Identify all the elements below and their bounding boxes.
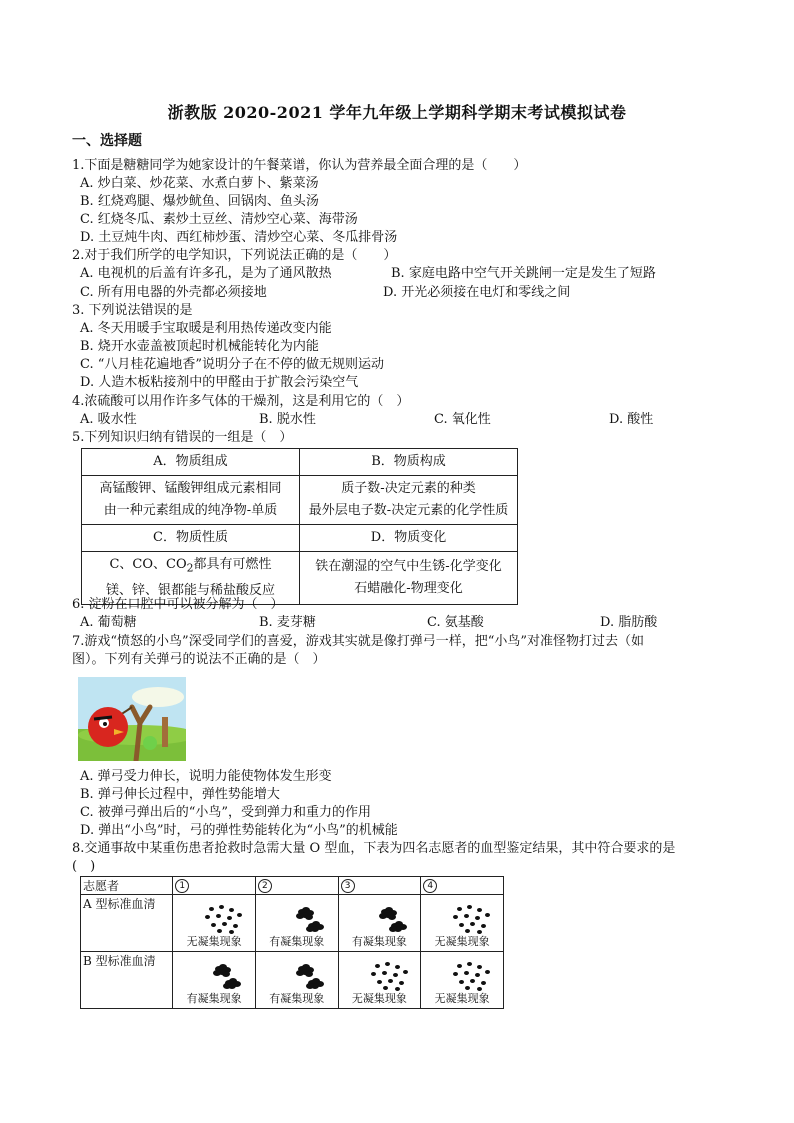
blood-cell-dot — [237, 913, 242, 917]
q8-row-a-label: A 型标准血清 — [81, 895, 173, 952]
blood-cell-clump — [389, 926, 397, 932]
blood-cell-clump — [296, 913, 304, 919]
blood-cell-dot — [464, 914, 469, 918]
q8-header-volunteer: 志愿者 — [81, 877, 173, 895]
q8-blood-type-table — [80, 876, 504, 1009]
q4-option-c: C. 氧化性 — [434, 412, 491, 427]
q7-stem-line2: 图）。下列有关弹弓的说法不正确的是（ ） — [72, 652, 326, 667]
blood-cell-clump — [388, 914, 396, 920]
q7-stem-line1: 7.游戏“愤怒的小鸟”深受同学们的喜爱，游戏其实就是像打弹弓一样，把“小鸟”对准怪物打过去（如 — [72, 634, 644, 649]
blood-cell-dot — [481, 981, 486, 985]
q5-c-line1-sub: 2 — [186, 561, 194, 575]
q3-option-b: B. 烧开水壶盖被顶起时机械能转化为内能 — [80, 339, 319, 354]
blood-cell-dot — [477, 908, 482, 912]
q8-stem-line2: ( ) — [72, 859, 96, 874]
q8-header-2-number: 2 — [258, 879, 272, 893]
blood-cell-dot — [399, 981, 404, 985]
blood-cell-clump — [305, 914, 313, 920]
blood-cell-clump — [306, 983, 314, 989]
angry-birds-illustration — [78, 677, 186, 761]
agglutinated-cells-graphic — [355, 899, 415, 935]
blood-cell-clump — [213, 970, 221, 976]
section-heading: 一、选择题 — [72, 133, 142, 149]
q1-option-d: D. 土豆炖牛肉、西红柿炒蛋、清炒空心菜、冬瓜排骨汤 — [80, 230, 398, 245]
blood-cell-dot — [485, 970, 490, 974]
blood-cell-dot — [233, 924, 238, 928]
blood-cell-dot — [481, 924, 486, 928]
q8-cell-a1-caption: 无凝集现象 — [186, 935, 242, 948]
q8-header-4-number: 4 — [423, 879, 437, 893]
blood-cell-dot — [229, 908, 234, 912]
blood-cell-dot — [219, 905, 224, 909]
q8-cell-b2 — [255, 952, 338, 1009]
q8-header-1-number: 1 — [175, 879, 189, 893]
blood-cell-dot — [475, 973, 480, 977]
q3-option-d: D. 人造木板粘接剂中的甲醛由于扩散会污染空气 — [80, 375, 359, 390]
q5-cell-a — [82, 476, 300, 525]
q4-option-d: D. 酸性 — [609, 412, 654, 427]
q8-cell-a4 — [421, 895, 504, 952]
q4-option-a: A. 吸水性 — [80, 412, 137, 427]
agglutinated-cells-graphic — [272, 899, 332, 935]
q5-header-d: D．物质变化 — [300, 525, 518, 552]
q8-cell-b2-caption: 有凝集现象 — [269, 992, 325, 1005]
blood-cell-dot — [222, 922, 227, 926]
q8-header-4 — [421, 877, 504, 895]
blood-cell-dot — [382, 971, 387, 975]
blood-cell-dot — [393, 973, 398, 977]
q5-d-line2: 石蜡融化-物理变化 — [354, 580, 463, 596]
q5-header-c: C．物质性质 — [82, 525, 300, 552]
blood-cell-dot — [459, 980, 464, 984]
q5-a-line2: 由一种元素组成的纯净物-单质 — [103, 503, 278, 518]
q6-option-a: A. 葡萄糖 — [80, 615, 137, 630]
q5-knowledge-table — [81, 448, 518, 605]
q8-header-3-number: 3 — [341, 879, 355, 893]
q5-c-line1-post: 都具有可燃性 — [193, 557, 272, 572]
q2-option-b: B. 家庭电路中空气开关跳闸一定是发生了短路 — [391, 266, 656, 281]
q7-option-d: D. 弹出“小鸟”时，弓的弹性势能转化为“小鸟”的机械能 — [80, 823, 398, 838]
q8-cell-b1-caption: 有凝集现象 — [186, 992, 242, 1005]
dispersed-cells-graphic — [355, 956, 415, 992]
blood-cell-dot — [375, 964, 380, 968]
agglutinated-cells-graphic — [272, 956, 332, 992]
q3-option-c: C. “八月桂花遍地香”说明分子在不停的做无规则运动 — [80, 357, 385, 372]
q4-stem: 4.浓硫酸可以用作许多气体的干燥剂，这是利用它的（ ） — [72, 394, 410, 409]
blood-cell-dot — [209, 907, 214, 911]
q8-cell-b4 — [421, 952, 504, 1009]
q8-cell-a2-caption: 有凝集现象 — [269, 935, 325, 948]
q5-b-line2: 最外层电子数-决定元素的化学性质 — [308, 503, 509, 518]
blood-cell-clump — [222, 971, 230, 977]
agglutinated-cells-graphic — [189, 956, 249, 992]
q8-header-1 — [173, 877, 256, 895]
blood-cell-dot — [457, 964, 462, 968]
dispersed-cells-graphic — [189, 899, 249, 935]
q8-cell-a2 — [255, 895, 338, 952]
blood-cell-dot — [485, 913, 490, 917]
q5-cell-d — [300, 552, 518, 605]
blood-cell-clump — [305, 971, 313, 977]
blood-cell-clump — [379, 913, 387, 919]
q8-row-b-label: B 型标准血清 — [81, 952, 173, 1009]
q6-option-b: B. 麦芽糖 — [259, 615, 316, 630]
q8-cell-a1 — [173, 895, 256, 952]
blood-cell-dot — [227, 916, 232, 920]
q8-cell-a3-caption: 有凝集现象 — [351, 935, 407, 948]
blood-cell-dot — [459, 923, 464, 927]
dispersed-cells-graphic — [437, 956, 497, 992]
blood-cell-dot — [395, 965, 400, 969]
dispersed-cells-graphic — [437, 899, 497, 935]
q5-cell-b — [300, 476, 518, 525]
blood-cell-dot — [470, 922, 475, 926]
blood-cell-dot — [475, 916, 480, 920]
blood-cell-dot — [470, 979, 475, 983]
q8-cell-a4-caption: 无凝集现象 — [434, 935, 490, 948]
q2-option-c: C. 所有用电器的外壳都必须接地 — [80, 285, 267, 300]
q8-header-3 — [338, 877, 421, 895]
blood-cell-dot — [377, 980, 382, 984]
q6-option-c: C. 氨基酸 — [427, 615, 484, 630]
q7-option-a: A. 弹弓受力伸长，说明力能使物体发生形变 — [80, 769, 332, 784]
q2-option-d: D. 开光必须接在电灯和零线之间 — [383, 285, 571, 300]
q5-header-a: A．物质组成 — [82, 449, 300, 476]
q6-stem: 6. 淀粉在口腔中可以被分解为（ ） — [72, 597, 284, 612]
blood-cell-dot — [453, 972, 458, 976]
q8-cell-b3-caption: 无凝集现象 — [351, 992, 407, 1005]
angry-birds-slingshot-image — [78, 677, 186, 761]
blood-cell-dot — [467, 962, 472, 966]
q2-stem: 2.对于我们所学的电学知识，下列说法正确的是（ ） — [72, 248, 397, 263]
q1-option-b: B. 红烧鸡腿、爆炒鱿鱼、回锅肉、鱼头汤 — [80, 194, 319, 209]
q5-a-line1: 高锰酸钾、锰酸钾组成元素相同 — [99, 481, 282, 496]
blood-cell-dot — [388, 979, 393, 983]
q5-c-line1 — [86, 554, 295, 580]
blood-cell-clump — [306, 926, 314, 932]
q8-header-2 — [255, 877, 338, 895]
q2-option-a: A. 电视机的后盖有许多孔，是为了通风散热 — [80, 266, 332, 281]
blood-cell-dot — [385, 962, 390, 966]
q6-option-d: D. 脂肪酸 — [600, 615, 658, 630]
q3-stem: 3. 下列说法错误的是 — [72, 303, 193, 318]
q1-option-a: A. 炒白菜、炒花菜、水煮白萝卜、紫菜汤 — [80, 176, 319, 191]
blood-cell-dot — [453, 915, 458, 919]
q5-c-line2: 镁、锌、银都能与稀盐酸反应 — [105, 582, 275, 598]
exam-title: 浙教版 2020-2021 学年九年级上学期科学期末考试模拟试卷 — [167, 103, 627, 122]
q4-option-b: B. 脱水性 — [259, 412, 316, 427]
q8-cell-a3 — [338, 895, 421, 952]
q8-cell-b3 — [338, 952, 421, 1009]
blood-cell-dot — [216, 914, 221, 918]
q7-option-b: B. 弹弓伸长过程中，弹性势能增大 — [80, 787, 280, 802]
blood-cell-clump — [296, 970, 304, 976]
q7-option-c: C. 被弹弓弹出后的“小鸟”，受到弹力和重力的作用 — [80, 805, 372, 820]
q3-option-a: A. 冬天用暖手宝取暖是利用热传递改变内能 — [80, 321, 332, 336]
blood-cell-dot — [205, 915, 210, 919]
blood-cell-dot — [477, 965, 482, 969]
q1-stem: 1.下面是糖糖同学为她家设计的午餐菜谱，你认为营养最全面合理的是（ ） — [72, 158, 527, 173]
q1-option-c: C. 红烧冬瓜、素炒土豆丝、清炒空心菜、海带汤 — [80, 212, 358, 227]
blood-cell-dot — [467, 905, 472, 909]
q5-c-line1-pre: C、CO、CO — [109, 557, 187, 572]
blood-cell-dot — [371, 972, 376, 976]
q8-stem-line1: 8.交通事故中某重伤患者抢救时急需大量 O 型血，下表为四名志愿者的血型鉴定结果，其中符合要求的是 — [72, 841, 676, 856]
q8-cell-b1 — [173, 952, 256, 1009]
q5-stem: 5.下列知识归纳有错误的一组是（ ） — [72, 430, 293, 445]
q5-header-b: B．物质构成 — [300, 449, 518, 476]
blood-cell-dot — [403, 970, 408, 974]
q8-cell-b4-caption: 无凝集现象 — [434, 992, 490, 1005]
q5-d-line1: 铁在潮湿的空气中生锈-化学变化 — [315, 558, 502, 574]
blood-cell-dot — [464, 971, 469, 975]
q5-b-line1: 质子数-决定元素的种类 — [341, 481, 476, 496]
blood-cell-dot — [211, 923, 216, 927]
blood-cell-dot — [457, 907, 462, 911]
